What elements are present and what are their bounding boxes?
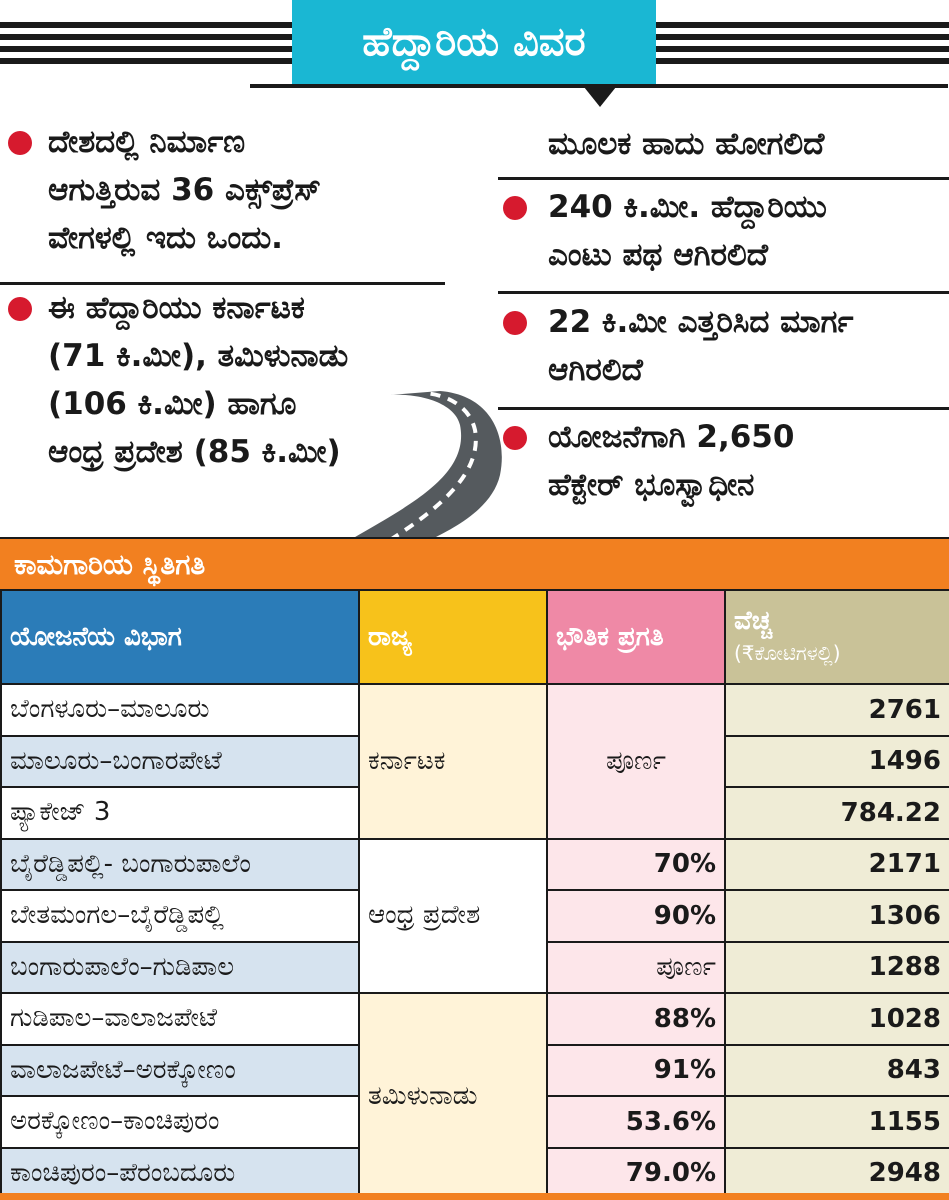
- bullet-icon: [8, 297, 32, 321]
- cost-cell: 2171: [725, 839, 949, 891]
- section-cell: ಬೈರೆಡ್ಡಿಪಲ್ಲಿ- ಬಂಗಾರುಪಾಲೆಂ: [1, 839, 359, 891]
- section-cell: ಅರಕ್ಕೋಣಂ–ಕಾಂಚಿಪುರಂ: [1, 1096, 359, 1148]
- right-point-3: [548, 413, 794, 509]
- col-header-state: ರಾಜ್ಯ: [359, 590, 547, 684]
- left-point-1-line-1: ದೇಶದಲ್ಲಿ ನಿರ್ಮಾಣ: [48, 124, 246, 160]
- bullet-icon: [8, 131, 32, 155]
- section-cell: ಪ್ಯಾಕೇಜ್ 3: [1, 787, 359, 839]
- cost-cell: 843: [725, 1045, 949, 1097]
- progress-cell: 88%: [547, 993, 725, 1045]
- cost-cell: 784.22: [725, 787, 949, 839]
- left-point-2-line-3: (106 ಕಿ.ಮೀ) ಹಾಗೂ: [48, 386, 297, 422]
- progress-cell: ಪೂರ್ಣ: [547, 684, 725, 839]
- page-title: ಹೆದ್ದಾರಿಯ ವಿವರ: [292, 0, 656, 84]
- state-cell: ಆಂಧ್ರ ಪ್ರದೇಶ: [359, 839, 547, 994]
- cost-cell: 1288: [725, 942, 949, 994]
- left-point-1-line-3: ವೇಗಳಲ್ಲಿ ಇದು ಒಂದು.: [48, 220, 283, 256]
- col-header-section: ಯೋಜನೆಯ ವಿಭಾಗ: [1, 590, 359, 684]
- state-cell: ತಮಿಳುನಾಡು: [359, 993, 547, 1199]
- col-header-cost-label: ವೆಚ್ಚ: [734, 606, 773, 636]
- bullet-icon: [503, 311, 527, 335]
- progress-cell: ಪೂರ್ಣ: [547, 942, 725, 994]
- section-cell: ಕಾಂಚಿಪುರಂ–ಪೆರಂಬದೂರು: [1, 1148, 359, 1200]
- bullet-icon: [503, 196, 527, 220]
- left-point-1: [48, 118, 321, 262]
- progress-cell: 91%: [547, 1045, 725, 1097]
- road-illustration: [330, 385, 510, 540]
- right-point-3-line-2: ಹೆಕ್ಟೇರ್ ಭೂಸ್ವಾಧೀನ: [548, 467, 755, 503]
- cost-cell: 1306: [725, 890, 949, 942]
- left-point-2-line-2: (71 ಕಿ.ಮೀ), ತಮಿಳುನಾಡು: [48, 338, 349, 374]
- header-rule-right: [655, 22, 949, 72]
- right-point-2: [548, 298, 853, 394]
- section-cell: ಬೆಂಗಳೂರು–ಮಾಲೂರು: [1, 684, 359, 736]
- cost-cell: 1496: [725, 736, 949, 788]
- progress-cell: 53.6%: [547, 1096, 725, 1148]
- cost-cell: 1028: [725, 993, 949, 1045]
- table-row: [1, 839, 949, 891]
- state-cell: ಕರ್ನಾಟಕ: [359, 684, 547, 839]
- table-row: [1, 684, 949, 736]
- header-pointer-icon: [584, 87, 616, 107]
- table-row: [1, 993, 949, 1045]
- left-point-1-line-2: ಆಗುತ್ತಿರುವ 36 ಎಕ್ಸ್‌ಪ್ರೆಸ್: [48, 172, 321, 208]
- bullet-icon: [503, 426, 527, 450]
- bottom-accent-bar: [0, 1193, 949, 1200]
- cost-cell: 2948: [725, 1148, 949, 1200]
- section-cell: ಬಂಗಾರುಪಾಲೆಂ–ಗುಡಿಪಾಲ: [1, 942, 359, 994]
- status-table: [0, 589, 949, 1200]
- section-cell: ಬೇತಮಂಗಲ–ಬೈರೆಡ್ಡಿಪಲ್ಲಿ: [1, 890, 359, 942]
- divider: [498, 407, 949, 410]
- left-point-2: [48, 284, 348, 476]
- divider: [498, 177, 949, 180]
- right-point-1-line-2: ಎಂಟು ಪಥ ಆಗಿರಲಿದೆ: [548, 237, 769, 273]
- left-point-2-line-1: ಈ ಹೆದ್ದಾರಿಯು ಕರ್ನಾಟಕ: [48, 290, 305, 326]
- cost-cell: 2761: [725, 684, 949, 736]
- right-point-1: [548, 183, 827, 279]
- table-header-row: [1, 590, 949, 684]
- divider: [498, 291, 949, 294]
- progress-cell: 90%: [547, 890, 725, 942]
- right-continuation: ಮೂಲಕ ಹಾದು ಹೋಗಲಿದೆ: [548, 126, 825, 162]
- cost-cell: 1155: [725, 1096, 949, 1148]
- progress-cell: 70%: [547, 839, 725, 891]
- status-section-title: ಕಾಮಗಾರಿಯ ಸ್ಥಿತಿಗತಿ: [0, 537, 949, 589]
- right-point-2-line-1: 22 ಕಿ.ಮೀ ಎತ್ತರಿಸಿದ ಮಾರ್ಗ: [548, 304, 854, 340]
- col-header-cost-unit: (₹ಕೋಟಿಗಳಲ್ಲಿ): [734, 641, 841, 665]
- section-cell: ಮಾಲೂರು–ಬಂಗಾರಪೇಟೆ: [1, 736, 359, 788]
- right-point-3-line-1: ಯೋಜನೆಗಾಗಿ 2,650: [548, 419, 795, 455]
- col-header-progress: ಭೌತಿಕ ಪ್ರಗತಿ: [547, 590, 725, 684]
- section-cell: ವಾಲಾಜಪೇಟೆ–ಅರಕ್ಕೋಣಂ: [1, 1045, 359, 1097]
- header-rule-left: [0, 22, 295, 72]
- right-point-2-line-2: ಆಗಿರಲಿದೆ: [548, 352, 643, 388]
- right-point-1-line-1: 240 ಕಿ.ಮೀ. ಹೆದ್ದಾರಿಯು: [548, 189, 827, 225]
- col-header-cost: [725, 590, 949, 684]
- section-cell: ಗುಡಿಪಾಲ–ವಾಲಾಜಪೇಟೆ: [1, 993, 359, 1045]
- progress-cell: 79.0%: [547, 1148, 725, 1200]
- left-point-2-line-4: ಆಂಧ್ರ ಪ್ರದೇಶ (85 ಕಿ.ಮೀ): [48, 434, 341, 470]
